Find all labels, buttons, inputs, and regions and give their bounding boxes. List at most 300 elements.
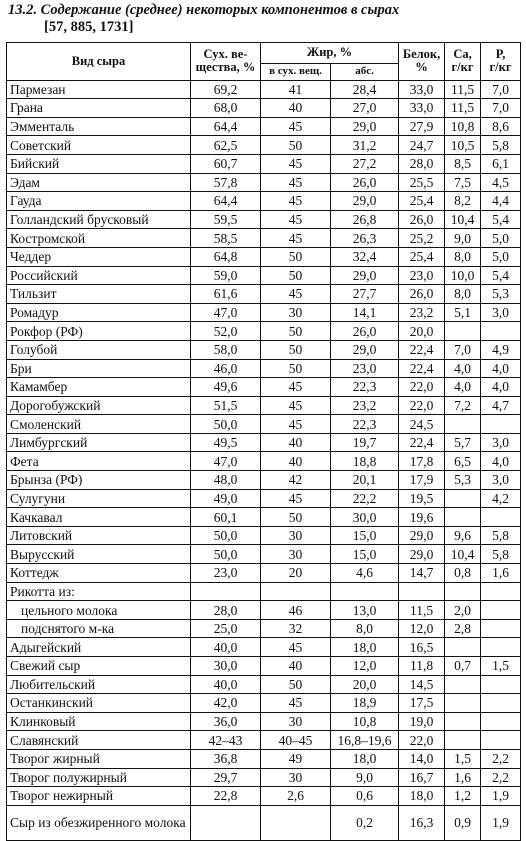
cell-fat-abs: 0,2 — [331, 805, 399, 840]
cell-ca: 2,8 — [445, 619, 481, 638]
cell-fat-dry: 50 — [261, 340, 331, 359]
cell-ca: 7,2 — [445, 396, 481, 415]
cell-fat-dry: 20 — [261, 564, 331, 583]
cell-dry: 52,0 — [191, 322, 261, 341]
cell-fat-dry: 40 — [261, 99, 331, 118]
cell-ca: 6,5 — [445, 452, 481, 471]
cell-protein: 17,9 — [399, 471, 445, 490]
cell-fat-dry: 45 — [261, 210, 331, 229]
cell-protein: 22,4 — [399, 340, 445, 359]
cell-name: Свежий сыр — [7, 657, 191, 676]
header-dry-matter: Сух. ве- щества, % — [191, 43, 261, 81]
cell-fat-abs: 16,8–19,6 — [331, 731, 399, 750]
cell-name: Коттедж — [7, 564, 191, 583]
cell-ca: 9,0 — [445, 229, 481, 248]
cell-dry: 47,0 — [191, 303, 261, 322]
cell-fat-dry: 30 — [261, 303, 331, 322]
cell-fat-abs: 26,8 — [331, 210, 399, 229]
cell-fat-dry — [261, 805, 331, 840]
cell-name: Тильзит — [7, 285, 191, 304]
cell-dry: 68,0 — [191, 99, 261, 118]
table-row — [7, 787, 521, 806]
cell-name: Лимбургский — [7, 433, 191, 452]
cell-p: 5,0 — [481, 229, 521, 248]
cell-p — [481, 322, 521, 341]
cell-dry: 58,0 — [191, 340, 261, 359]
table-row — [7, 229, 521, 248]
table-row — [7, 508, 521, 527]
cell-fat-dry: 30 — [261, 545, 331, 564]
cell-ca: 7,0 — [445, 340, 481, 359]
cell-dry: 46,0 — [191, 359, 261, 378]
cell-fat-abs: 8,0 — [331, 619, 399, 638]
cell-ca: 7,5 — [445, 173, 481, 192]
cell-fat-abs: 29,0 — [331, 266, 399, 285]
cell-p: 2,2 — [481, 749, 521, 768]
cell-ca: 10,5 — [445, 136, 481, 155]
cell-p: 4,0 — [481, 378, 521, 397]
cell-ca: 5,3 — [445, 471, 481, 490]
cell-fat-dry: 45 — [261, 415, 331, 434]
cell-p: 5,3 — [481, 285, 521, 304]
cell-protein: 25,4 — [399, 247, 445, 266]
cell-name: Костромской — [7, 229, 191, 248]
cell-protein: 24,5 — [399, 415, 445, 434]
cell-p: 3,0 — [481, 303, 521, 322]
header-calcium: Ca, г/кг — [445, 43, 481, 81]
cell-p: 3,0 — [481, 471, 521, 490]
cell-ca: 8,5 — [445, 154, 481, 173]
cell-p: 4,0 — [481, 452, 521, 471]
cell-name: Сулугуни — [7, 489, 191, 508]
cell-protein: 24,7 — [399, 136, 445, 155]
cell-fat-abs: 20,0 — [331, 675, 399, 694]
cell-ca: 11,5 — [445, 99, 481, 118]
cell-fat-abs: 20,1 — [331, 471, 399, 490]
table-row — [7, 731, 521, 750]
cell-name: Литовский — [7, 526, 191, 545]
cell-fat-dry: 50 — [261, 136, 331, 155]
cell-ca: 0,7 — [445, 657, 481, 676]
caption-title: 13.2. Содержание (среднее) некоторых компонентов в сырах — [8, 2, 400, 18]
cell-fat-dry: 50 — [261, 508, 331, 527]
cell-dry: 36,0 — [191, 712, 261, 731]
cell-p — [481, 415, 521, 434]
table-caption — [8, 2, 520, 36]
cell-p: 5,0 — [481, 247, 521, 266]
cell-name: Российский — [7, 266, 191, 285]
cell-dry: 49,6 — [191, 378, 261, 397]
cell-fat-dry: 50 — [261, 247, 331, 266]
cell-ca: 1,6 — [445, 768, 481, 787]
cell-dry: 49,0 — [191, 489, 261, 508]
cell-p: 8,6 — [481, 117, 521, 136]
cell-p: 3,0 — [481, 433, 521, 452]
cell-protein: 27,9 — [399, 117, 445, 136]
cell-fat-dry: 32 — [261, 619, 331, 638]
cell-fat-dry: 40–45 — [261, 731, 331, 750]
cell-fat-abs: 15,0 — [331, 526, 399, 545]
cell-fat-dry — [261, 582, 331, 601]
cell-name: Пармезан — [7, 80, 191, 99]
table-row — [7, 749, 521, 768]
cell-fat-dry: 45 — [261, 117, 331, 136]
table-row — [7, 619, 521, 638]
table-row — [7, 712, 521, 731]
cell-name: Фета — [7, 452, 191, 471]
cell-protein — [399, 582, 445, 601]
cell-fat-abs: 18,0 — [331, 749, 399, 768]
table-row — [7, 805, 521, 840]
cell-ca: 0,9 — [445, 805, 481, 840]
cell-dry — [191, 582, 261, 601]
table-row — [7, 638, 521, 657]
cell-dry: 49,5 — [191, 433, 261, 452]
cell-protein: 14,7 — [399, 564, 445, 583]
cell-fat-dry: 50 — [261, 266, 331, 285]
cell-fat-abs: 27,7 — [331, 285, 399, 304]
cell-ca: 8,0 — [445, 247, 481, 266]
cell-name: Рокфор (РФ) — [7, 322, 191, 341]
cell-protein: 26,0 — [399, 285, 445, 304]
cell-ca: 10,4 — [445, 545, 481, 564]
cell-protein: 28,0 — [399, 154, 445, 173]
cell-p — [481, 731, 521, 750]
cell-name: подснятого м-ка — [7, 619, 191, 638]
cell-name: Бийский — [7, 154, 191, 173]
cell-dry: 29,7 — [191, 768, 261, 787]
cell-protein: 12,0 — [399, 619, 445, 638]
table-row — [7, 433, 521, 452]
cell-fat-dry: 45 — [261, 378, 331, 397]
cell-dry — [191, 805, 261, 840]
cell-p: 4,7 — [481, 396, 521, 415]
cell-fat-dry: 30 — [261, 712, 331, 731]
cell-ca: 8,0 — [445, 285, 481, 304]
cell-dry: 69,2 — [191, 80, 261, 99]
cell-p — [481, 508, 521, 527]
table-row — [7, 415, 521, 434]
cell-protein: 16,7 — [399, 768, 445, 787]
table-row — [7, 303, 521, 322]
cell-fat-abs: 23,0 — [331, 359, 399, 378]
header-name: Вид сыра — [7, 43, 191, 81]
cell-fat-abs: 27,2 — [331, 154, 399, 173]
table-row — [7, 340, 521, 359]
cell-protein: 14,0 — [399, 749, 445, 768]
cell-fat-abs: 22,3 — [331, 415, 399, 434]
cell-fat-abs: 14,1 — [331, 303, 399, 322]
cell-fat-abs: 29,0 — [331, 117, 399, 136]
cell-protein: 29,0 — [399, 526, 445, 545]
table-row — [7, 396, 521, 415]
cell-fat-abs: 22,3 — [331, 378, 399, 397]
cell-fat-abs: 13,0 — [331, 601, 399, 620]
cell-fat-abs: 18,9 — [331, 694, 399, 713]
cell-dry: 64,4 — [191, 117, 261, 136]
cell-p: 7,0 — [481, 80, 521, 99]
cell-ca: 4,0 — [445, 378, 481, 397]
cell-dry: 36,8 — [191, 749, 261, 768]
cell-protein: 17,8 — [399, 452, 445, 471]
cell-fat-abs: 12,0 — [331, 657, 399, 676]
cell-ca — [445, 712, 481, 731]
cell-ca — [445, 638, 481, 657]
cell-dry: 42–43 — [191, 731, 261, 750]
cell-fat-abs: 19,7 — [331, 433, 399, 452]
cell-p: 4,2 — [481, 489, 521, 508]
cell-p: 1,5 — [481, 657, 521, 676]
cell-fat-dry: 45 — [261, 154, 331, 173]
cell-dry: 51,5 — [191, 396, 261, 415]
cell-dry: 57,8 — [191, 173, 261, 192]
header-fat-abs: абс. — [331, 63, 399, 80]
cell-fat-dry: 45 — [261, 638, 331, 657]
cell-protein: 25,5 — [399, 173, 445, 192]
cell-fat-abs: 9,0 — [331, 768, 399, 787]
cell-protein: 22,0 — [399, 731, 445, 750]
cell-dry: 60,7 — [191, 154, 261, 173]
cell-name: цельного молока — [7, 601, 191, 620]
cell-protein: 25,2 — [399, 229, 445, 248]
cell-protein: 19,6 — [399, 508, 445, 527]
caption-refs: [57, 885, 1731] — [44, 19, 134, 35]
cell-protein: 14,5 — [399, 675, 445, 694]
cell-p — [481, 601, 521, 620]
table-row — [7, 99, 521, 118]
table-row — [7, 564, 521, 583]
table-row — [7, 210, 521, 229]
cell-name: Дорогобужский — [7, 396, 191, 415]
cell-name: Рикотта из: — [7, 582, 191, 601]
table-row — [7, 657, 521, 676]
table-row — [7, 489, 521, 508]
cell-name: Бри — [7, 359, 191, 378]
cell-dry: 28,0 — [191, 601, 261, 620]
cell-fat-abs: 18,8 — [331, 452, 399, 471]
cell-p: 4,5 — [481, 173, 521, 192]
table-row — [7, 117, 521, 136]
cell-name: Советский — [7, 136, 191, 155]
cell-p — [481, 694, 521, 713]
table-row — [7, 768, 521, 787]
cell-protein: 33,0 — [399, 99, 445, 118]
cell-fat-dry: 50 — [261, 359, 331, 378]
cell-ca: 10,4 — [445, 210, 481, 229]
cell-p: 1,9 — [481, 787, 521, 806]
table-row — [7, 582, 521, 601]
header-fat-dry: в сух. вещ. — [261, 63, 331, 80]
cell-name: Останкинский — [7, 694, 191, 713]
cell-name: Брынза (РФ) — [7, 471, 191, 490]
cell-protein: 16,3 — [399, 805, 445, 840]
cell-ca: 1,2 — [445, 787, 481, 806]
cell-p: 6,1 — [481, 154, 521, 173]
cell-fat-abs: 30,0 — [331, 508, 399, 527]
cheese-composition-table — [6, 42, 521, 841]
cell-ca: 8,2 — [445, 192, 481, 211]
cell-p: 2,2 — [481, 768, 521, 787]
cell-protein: 23,2 — [399, 303, 445, 322]
cell-p: 5,4 — [481, 210, 521, 229]
cell-protein: 18,0 — [399, 787, 445, 806]
cell-name: Эдам — [7, 173, 191, 192]
cell-ca: 1,5 — [445, 749, 481, 768]
cell-protein: 22,0 — [399, 396, 445, 415]
cell-fat-abs: 18,0 — [331, 638, 399, 657]
cell-p — [481, 638, 521, 657]
cell-fat-dry: 40 — [261, 433, 331, 452]
cell-ca: 4,0 — [445, 359, 481, 378]
cell-name: Любительский — [7, 675, 191, 694]
cell-fat-dry: 30 — [261, 526, 331, 545]
cell-name: Голландский брусковый — [7, 210, 191, 229]
cell-fat-dry: 46 — [261, 601, 331, 620]
cell-fat-abs: 23,2 — [331, 396, 399, 415]
cell-fat-abs: 0,6 — [331, 787, 399, 806]
cell-ca — [445, 415, 481, 434]
cell-name: Качкавал — [7, 508, 191, 527]
cell-name: Чеддер — [7, 247, 191, 266]
cell-p — [481, 712, 521, 731]
cell-fat-dry: 2,6 — [261, 787, 331, 806]
cell-fat-dry: 50 — [261, 322, 331, 341]
cell-fat-dry: 45 — [261, 173, 331, 192]
table-row — [7, 471, 521, 490]
cell-fat-abs: 15,0 — [331, 545, 399, 564]
cell-ca: 2,0 — [445, 601, 481, 620]
cell-fat-dry: 45 — [261, 694, 331, 713]
cell-fat-abs: 26,3 — [331, 229, 399, 248]
table-row — [7, 526, 521, 545]
cell-protein: 22,4 — [399, 359, 445, 378]
cell-dry: 47,0 — [191, 452, 261, 471]
cell-dry: 50,0 — [191, 526, 261, 545]
cell-dry: 48,0 — [191, 471, 261, 490]
table-row — [7, 601, 521, 620]
cell-dry: 60,1 — [191, 508, 261, 527]
cell-ca: 10,8 — [445, 117, 481, 136]
cell-name: Славянский — [7, 731, 191, 750]
cell-fat-dry: 49 — [261, 749, 331, 768]
table-row — [7, 154, 521, 173]
cell-fat-dry: 40 — [261, 452, 331, 471]
header-phosphorus: P, г/кг — [481, 43, 521, 81]
cell-fat-dry: 45 — [261, 285, 331, 304]
cell-p: 7,0 — [481, 99, 521, 118]
table-row — [7, 285, 521, 304]
cell-fat-abs: 4,6 — [331, 564, 399, 583]
cell-name: Сыр из обезжиренного молока — [7, 805, 191, 840]
cell-name: Грана — [7, 99, 191, 118]
cell-fat-dry: 50 — [261, 675, 331, 694]
cell-p: 5,8 — [481, 526, 521, 545]
cell-name: Клинковый — [7, 712, 191, 731]
cell-dry: 59,0 — [191, 266, 261, 285]
cell-name: Камамбер — [7, 378, 191, 397]
cell-protein: 22,0 — [399, 378, 445, 397]
cell-fat-abs: 31,2 — [331, 136, 399, 155]
cell-ca: 5,1 — [445, 303, 481, 322]
cell-name: Гауда — [7, 192, 191, 211]
cell-dry: 50,0 — [191, 545, 261, 564]
cell-protein: 19,5 — [399, 489, 445, 508]
cell-dry: 42,0 — [191, 694, 261, 713]
cell-dry: 30,0 — [191, 657, 261, 676]
cell-p: 5,8 — [481, 545, 521, 564]
cell-fat-abs: 32,4 — [331, 247, 399, 266]
cell-dry: 23,0 — [191, 564, 261, 583]
cell-fat-abs: 22,2 — [331, 489, 399, 508]
cell-p — [481, 582, 521, 601]
table-row — [7, 452, 521, 471]
table-row — [7, 378, 521, 397]
cell-protein: 20,0 — [399, 322, 445, 341]
table-row — [7, 322, 521, 341]
cell-protein: 16,5 — [399, 638, 445, 657]
cell-fat-dry: 30 — [261, 768, 331, 787]
cell-fat-dry: 42 — [261, 471, 331, 490]
cell-ca: 9,6 — [445, 526, 481, 545]
cell-ca — [445, 489, 481, 508]
table-row — [7, 266, 521, 285]
cell-ca — [445, 694, 481, 713]
cell-fat-dry: 45 — [261, 396, 331, 415]
cell-ca: 10,0 — [445, 266, 481, 285]
table-row — [7, 136, 521, 155]
table-row — [7, 192, 521, 211]
cell-protein: 33,0 — [399, 80, 445, 99]
cell-name: Адыгейский — [7, 638, 191, 657]
table-row — [7, 247, 521, 266]
cell-dry: 62,5 — [191, 136, 261, 155]
cell-ca — [445, 322, 481, 341]
cell-dry: 61,6 — [191, 285, 261, 304]
cell-name: Голубой — [7, 340, 191, 359]
cell-ca — [445, 582, 481, 601]
header-protein: Белок, % — [399, 43, 445, 81]
cell-ca — [445, 508, 481, 527]
table-row — [7, 173, 521, 192]
cell-protein: 17,5 — [399, 694, 445, 713]
header-fat: Жир, % — [261, 43, 399, 64]
cell-name: Вырусский — [7, 545, 191, 564]
cell-p — [481, 675, 521, 694]
cell-p: 1,9 — [481, 805, 521, 840]
cell-name: Ромадур — [7, 303, 191, 322]
cell-fat-abs: 27,0 — [331, 99, 399, 118]
cell-p: 1,6 — [481, 564, 521, 583]
cell-fat-dry: 40 — [261, 657, 331, 676]
table-body — [7, 80, 521, 840]
cell-fat-dry: 45 — [261, 192, 331, 211]
table-row — [7, 80, 521, 99]
cell-dry: 64,8 — [191, 247, 261, 266]
cell-protein: 19,0 — [399, 712, 445, 731]
cell-protein: 23,0 — [399, 266, 445, 285]
cell-dry: 58,5 — [191, 229, 261, 248]
cell-fat-abs: 26,0 — [331, 173, 399, 192]
cell-name: Творог жирный — [7, 749, 191, 768]
cell-fat-dry: 45 — [261, 229, 331, 248]
cell-name: Эмменталь — [7, 117, 191, 136]
cell-name: Смоленский — [7, 415, 191, 434]
cell-ca — [445, 731, 481, 750]
cell-p: 5,8 — [481, 136, 521, 155]
cell-protein: 22,4 — [399, 433, 445, 452]
cell-dry: 22,8 — [191, 787, 261, 806]
cell-p — [481, 619, 521, 638]
